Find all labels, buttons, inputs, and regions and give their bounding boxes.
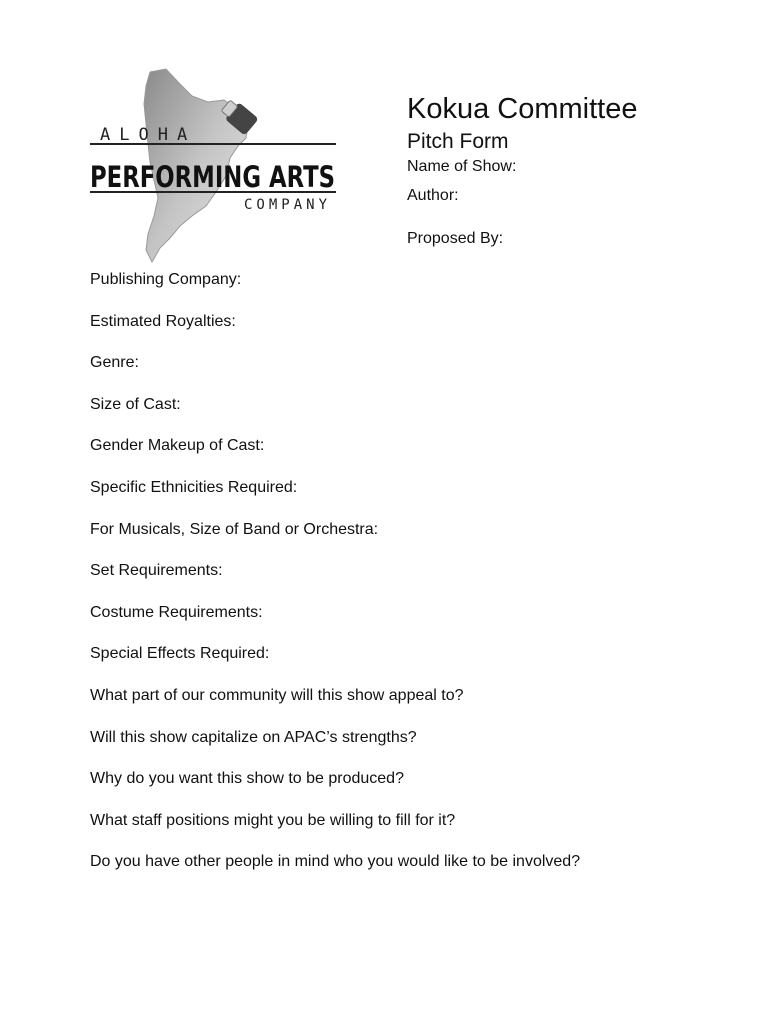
field-publishing-company: Publishing Company: (90, 271, 242, 288)
company-logo (88, 66, 340, 266)
logo-text-performing-arts: PERFORMING ARTS (90, 160, 335, 194)
field-costume-requirements: Costume Requirements: (90, 603, 263, 621)
field-gender-makeup: Gender Makeup of Cast: (90, 437, 265, 455)
logo-text-aloha: ALOHA (100, 125, 197, 145)
logo-graphic (88, 66, 340, 266)
logo-text-company: COMPANY (244, 197, 332, 213)
field-author: Author: (407, 187, 459, 204)
page-subtitle: Pitch Form (407, 130, 509, 153)
field-special-effects: Special Effects Required: (90, 645, 270, 663)
field-proposed-by: Proposed By: (407, 230, 504, 247)
form-field-list (90, 270, 580, 894)
field-estimated-royalties: Estimated Royalties: (90, 312, 236, 330)
field-size-of-cast: Size of Cast: (90, 395, 181, 413)
field-genre: Genre: (90, 354, 139, 372)
page-title: Kokua Committee (407, 93, 638, 125)
field-community-appeal: What part of our community will this show appeal to? (90, 686, 464, 704)
field-name-of-show: Name of Show: (407, 158, 517, 175)
field-staff-positions: What staff positions might you be willing to fill for it? (90, 811, 456, 829)
field-apac-strengths: Will this show capitalize on APAC’s strengths? (90, 728, 417, 746)
field-ethnicities: Specific Ethnicities Required: (90, 478, 298, 496)
field-why-produce: Why do you want this show to be produced? (90, 770, 404, 788)
field-other-people: Do you have other people in mind who you would like to be involved? (90, 853, 581, 871)
form-header (407, 92, 638, 154)
field-set-requirements: Set Requirements: (90, 562, 223, 580)
field-band-size: For Musicals, Size of Band or Orchestra: (90, 520, 379, 538)
